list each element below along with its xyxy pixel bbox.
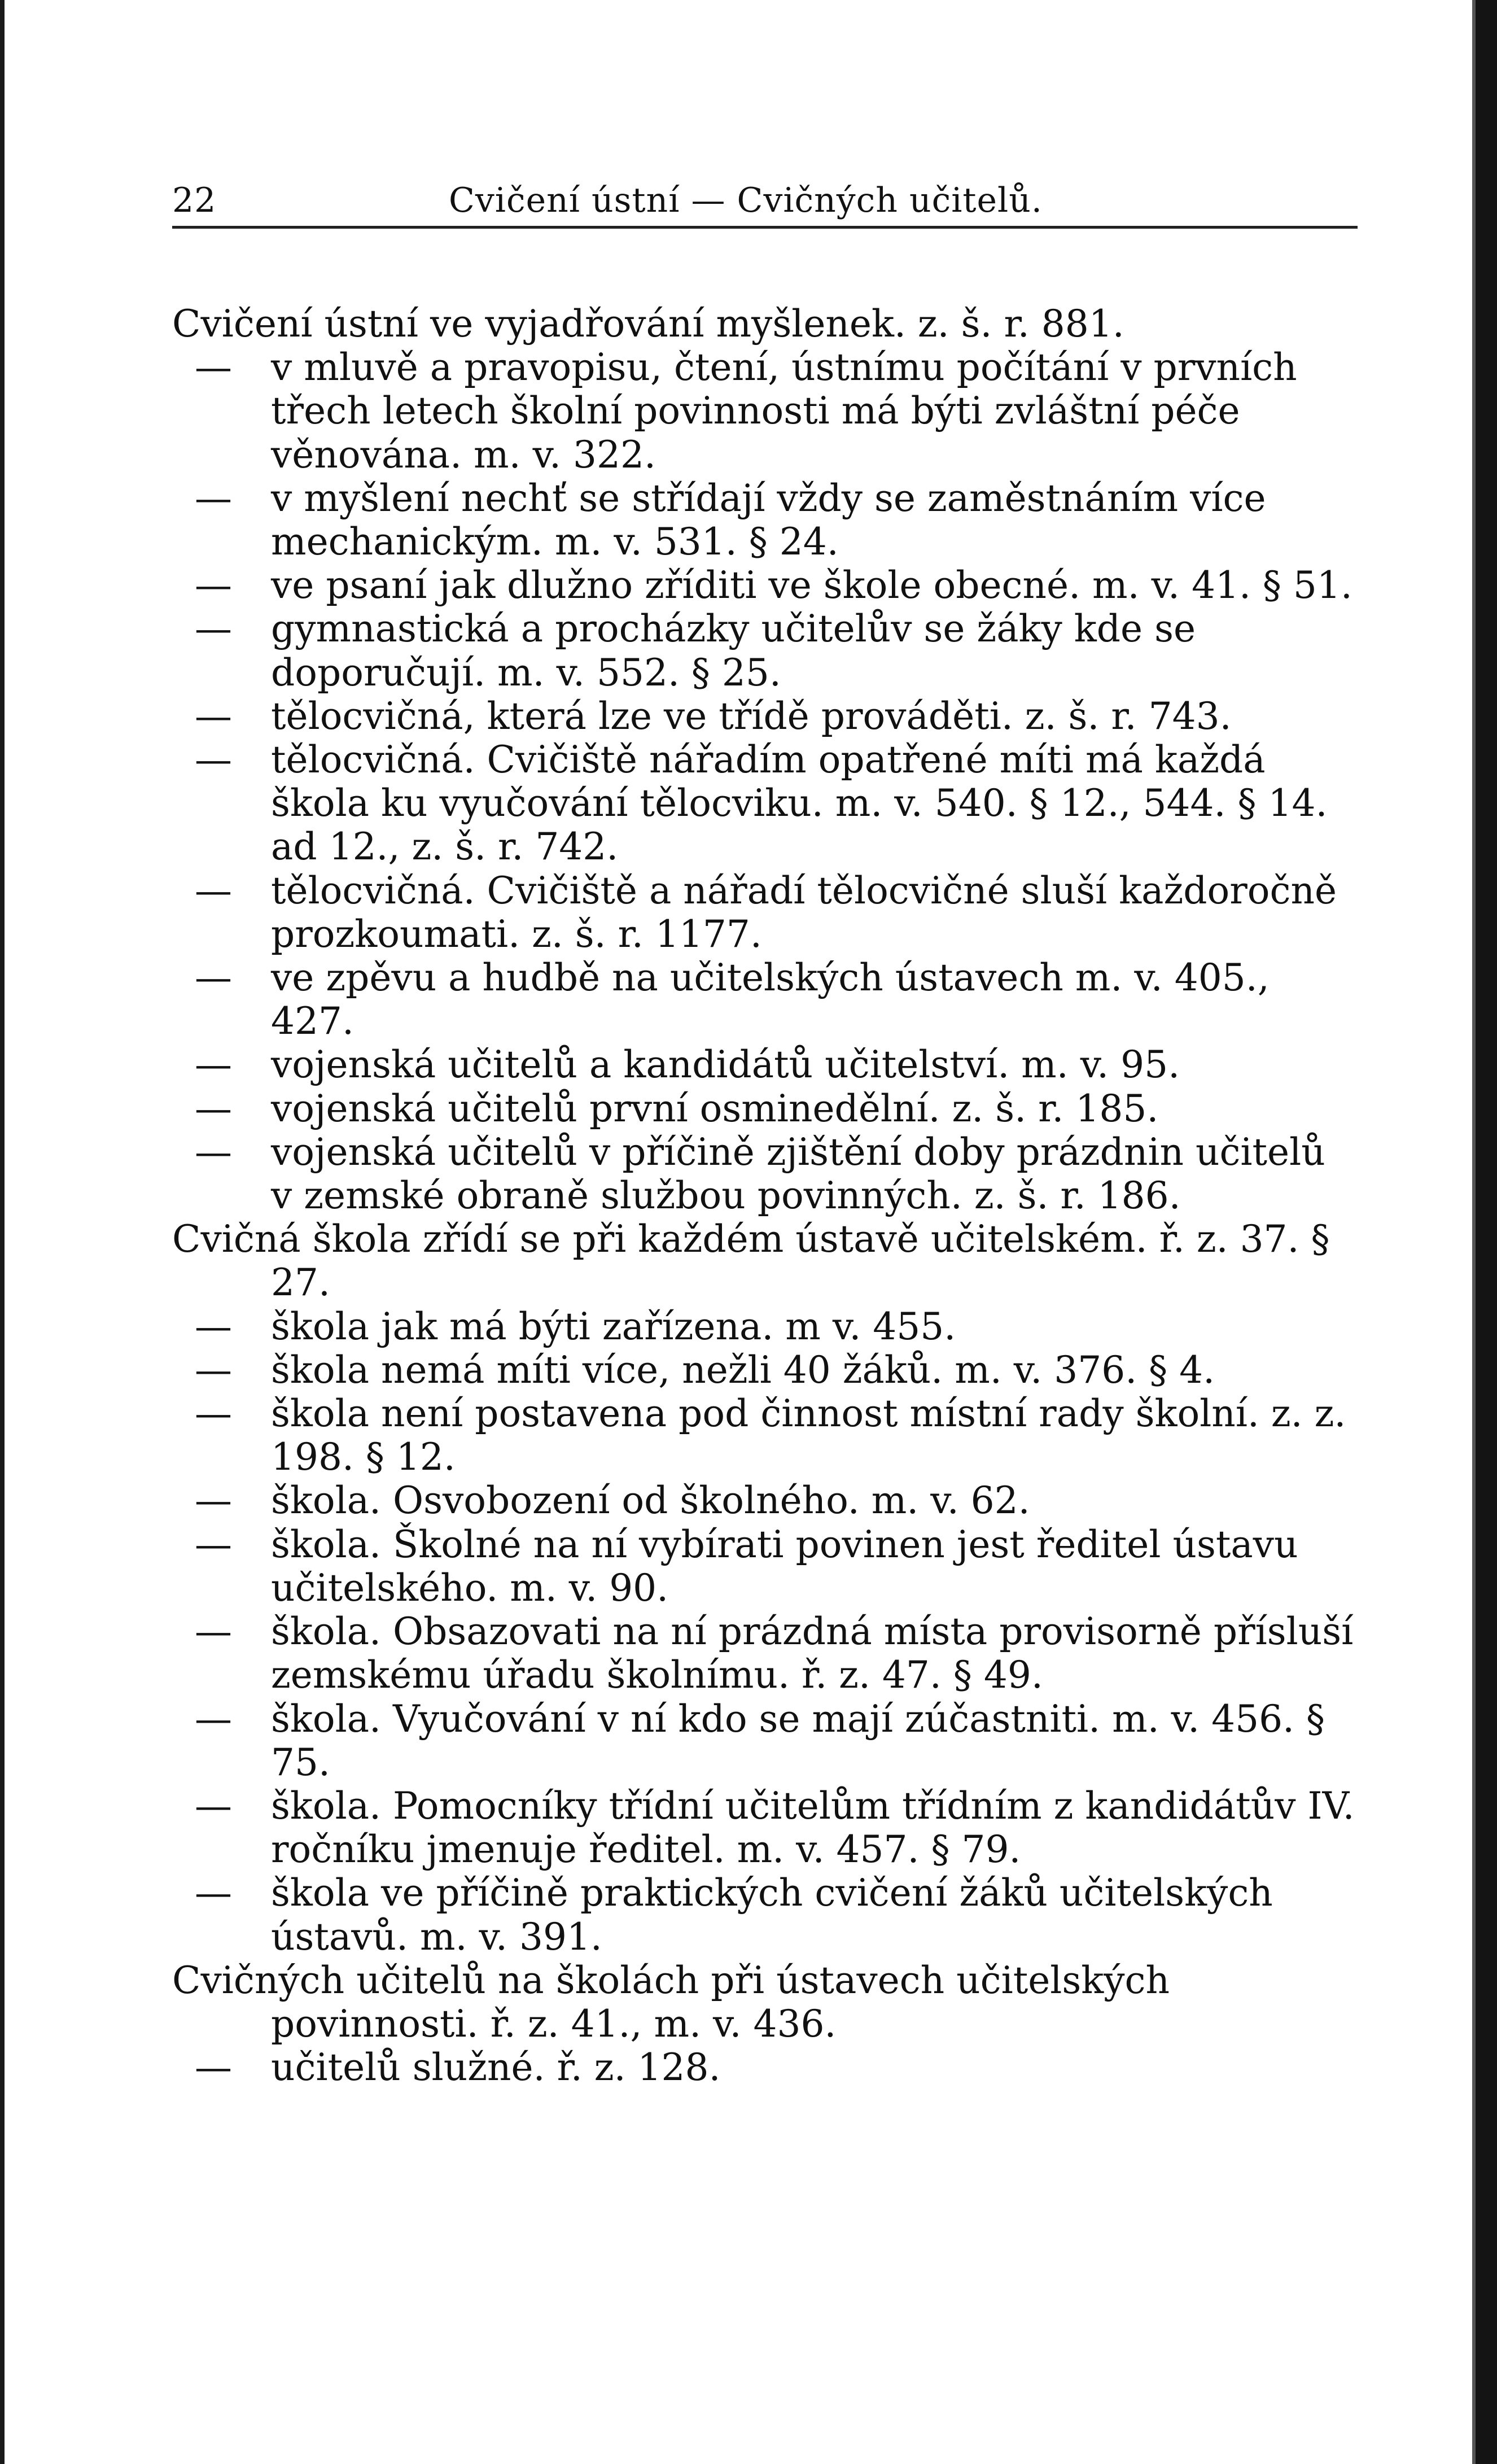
em-dash-marker: — xyxy=(195,2046,232,2090)
index-heading-entry xyxy=(172,1217,1358,1304)
em-dash-marker: — xyxy=(195,1392,232,1436)
index-subentry xyxy=(172,1348,1358,1392)
page-number: 22 xyxy=(172,181,217,220)
entry-text: tělocvičná, která lze ve třídě prováděti. z. š. r. 743. xyxy=(271,694,1232,738)
index-subentry xyxy=(172,1087,1358,1130)
em-dash-marker: — xyxy=(195,738,232,782)
entry-text: škola. Pomocníky třídní učitelům třídním z kandidátův IV. ročníku jmenuje ředitel. m. v. 457. § 79. xyxy=(271,1784,1355,1872)
em-dash-marker: — xyxy=(195,1086,232,1130)
em-dash-marker: — xyxy=(195,1479,232,1523)
em-dash-marker: — xyxy=(195,476,232,520)
em-dash-marker: — xyxy=(195,868,232,912)
em-dash-marker: — xyxy=(195,1130,232,1174)
entry-text: tělocvičná. Cvičiště a nářadí tělocvičné sluší každoročně prozkoumati. z. š. r. 1177. xyxy=(271,868,1337,956)
em-dash-marker: — xyxy=(195,607,232,651)
index-subentry xyxy=(172,956,1358,1043)
entry-text: škola jak má býti zařízena. m v. 455. xyxy=(271,1304,956,1348)
index-subentry xyxy=(172,2046,1358,2089)
index-subentry xyxy=(172,694,1358,738)
index-subentry xyxy=(172,1392,1358,1479)
index-subentry xyxy=(172,1479,1358,1522)
entry-text: ve zpěvu a hudbě na učitelských ústavech m. v. 405., 427. xyxy=(271,956,1270,1043)
index-subentry xyxy=(172,1784,1358,1871)
index-subentry xyxy=(172,607,1358,694)
em-dash-marker: — xyxy=(195,1784,232,1828)
entry-text: Cvičných učitelů na školách při ústavech učitelských povinnosti. ř. z. 41., m. v. 436. xyxy=(172,1958,1170,2046)
entry-text: vojenská učitelů a kandidátů učitelství. m. v. 95. xyxy=(271,1043,1180,1087)
index-heading-entry xyxy=(172,1959,1358,2046)
index-subentry xyxy=(172,1130,1358,1217)
entry-text: v mluvě a pravopisu, čtení, ústnímu počítání v prvních třech letech školní povinnosti má býti zvláštní péče věnována. m. v. 322. xyxy=(271,346,1297,477)
page-header xyxy=(172,181,1358,229)
em-dash-marker: — xyxy=(195,1522,232,1566)
entry-text: škola. Vyučování v ní kdo se mají zúčastniti. m. v. 456. § 75. xyxy=(271,1697,1325,1784)
scan-edge-right xyxy=(1476,0,1497,2464)
entry-text: Cvičení ústní ve vyjadřování myšlenek. z. š. r. 881. xyxy=(172,302,1124,346)
entry-text: ve psaní jak dlužno zříditi ve škole obecné. m. v. 41. § 51. xyxy=(271,563,1352,608)
index-subentry xyxy=(172,1523,1358,1610)
entry-text: Cvičná škola zřídí se při každém ústavě učitelském. ř. z. 37. § 27. xyxy=(172,1217,1330,1305)
entry-text: vojenská učitelů v příčině zjištění doby prázdnin učitelů v zemské obraně službou povinných. z. š. r. 186. xyxy=(271,1130,1325,1218)
entry-text: v myšlení nechť se střídají vždy se zaměstnáním více mechanickým. m. v. 531. § 24. xyxy=(271,476,1266,564)
index-subentry xyxy=(172,1697,1358,1784)
entry-text: škola není postavena pod činnost místní rady školní. z. z. 198. § 12. xyxy=(271,1392,1346,1479)
entry-text: škola. Obsazovati na ní prázdná místa provisorně přísluší zemskému úřadu školnímu. ř. z. 47. § 49. xyxy=(271,1610,1354,1697)
em-dash-marker: — xyxy=(195,1043,232,1087)
index-subentry xyxy=(172,738,1358,869)
em-dash-marker: — xyxy=(195,956,232,1000)
index-entries xyxy=(172,302,1358,2089)
entry-text: gymnastická a procházky učitelův se žáky kde se doporučují. m. v. 552. § 25. xyxy=(271,607,1196,694)
entry-text: škola. Osvobození od školného. m. v. 62. xyxy=(271,1479,1030,1523)
running-title: Cvičení ústní — Cvičných učitelů. xyxy=(449,181,1043,220)
entry-text: učitelů služné. ř. z. 128. xyxy=(271,2046,721,2090)
entry-text: tělocvičná. Cvičiště nářadím opatřené míti má každá škola ku vyučování tělocviku. m. v. 540. § 12., 544. § 14. ad 12., z. š. r. 742. xyxy=(271,738,1328,869)
em-dash-marker: — xyxy=(195,1348,232,1392)
em-dash-marker: — xyxy=(195,346,232,390)
index-subentry xyxy=(172,563,1358,607)
scan-edge-left xyxy=(0,0,5,2464)
em-dash-marker: — xyxy=(195,1610,232,1654)
entry-text: vojenská učitelů první osminedělní. z. š. r. 185. xyxy=(271,1086,1159,1130)
em-dash-marker: — xyxy=(195,563,232,608)
index-subentry xyxy=(172,1610,1358,1697)
em-dash-marker: — xyxy=(195,694,232,738)
book-page xyxy=(172,181,1358,2089)
index-subentry xyxy=(172,1305,1358,1348)
index-subentry xyxy=(172,1871,1358,1958)
index-subentry xyxy=(172,346,1358,477)
em-dash-marker: — xyxy=(195,1871,232,1915)
entry-text: škola. Školné na ní vybírati povinen jest ředitel ústavu učitelského. m. v. 90. xyxy=(271,1522,1298,1610)
index-subentry xyxy=(172,477,1358,563)
em-dash-marker: — xyxy=(195,1697,232,1741)
index-subentry xyxy=(172,869,1358,956)
index-heading-entry xyxy=(172,302,1358,346)
em-dash-marker: — xyxy=(195,1304,232,1348)
entry-text: škola ve příčině praktických cvičení žáků učitelských ústavů. m. v. 391. xyxy=(271,1871,1273,1959)
index-subentry xyxy=(172,1043,1358,1086)
entry-text: škola nemá míti více, nežli 40 žáků. m. v. 376. § 4. xyxy=(271,1348,1215,1392)
